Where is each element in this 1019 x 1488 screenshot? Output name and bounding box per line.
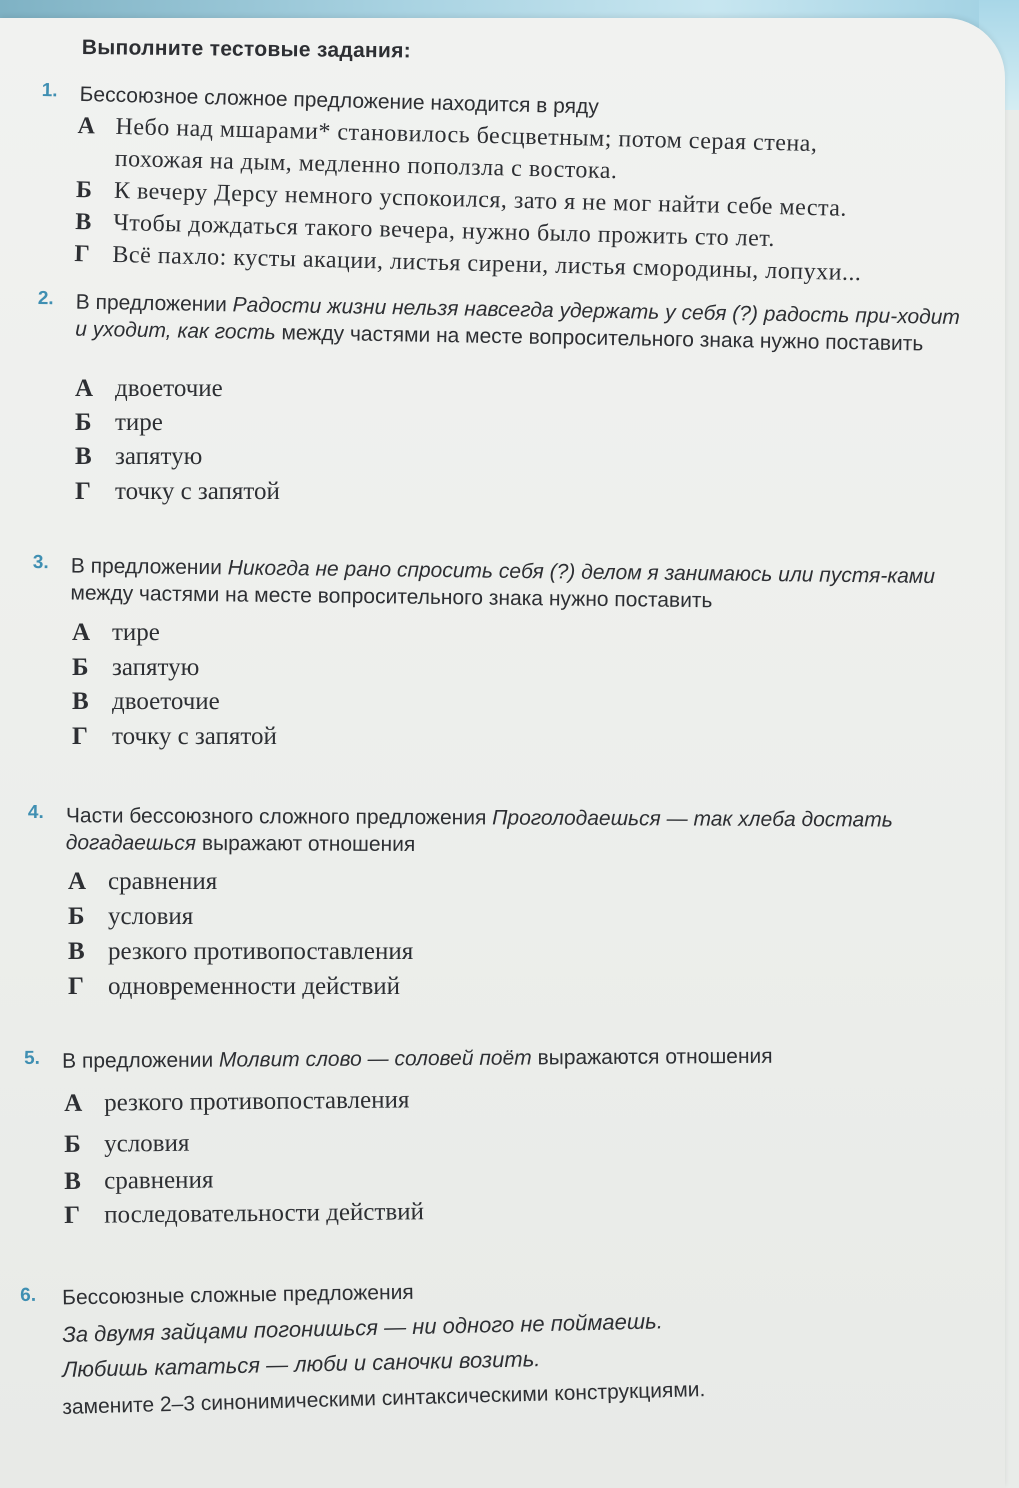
- option-text: точку с запятой: [115, 478, 280, 505]
- question-text-part: между частями на месте вопросительного знака нужно поставить: [275, 321, 924, 356]
- option-text: условия: [108, 903, 194, 930]
- option-a[interactable]: [72, 619, 160, 647]
- option-text: резкого противопоставления: [108, 938, 414, 965]
- option-letter: В: [64, 1167, 81, 1195]
- option-text: тире: [112, 619, 160, 646]
- task-instruction: замените 2–3 синонимическими синтаксическими конструкциями.: [62, 1378, 706, 1419]
- option-c[interactable]: [68, 938, 413, 966]
- option-text: тире: [115, 409, 163, 436]
- option-text: резкого противопоставления: [103, 1086, 410, 1117]
- option-letter: В: [75, 443, 92, 470]
- question-text: Бессоюзное сложное предложение находится в ряду: [79, 82, 600, 119]
- option-letter: Г: [64, 1201, 81, 1229]
- question-number: 2.: [37, 288, 54, 310]
- option-d[interactable]: [72, 723, 277, 751]
- option-text: одновременности действий: [108, 973, 401, 1000]
- quoted-sentence: Радости жизни нельзя навсегда удержать у себя (?) радость при-ходит и уходит, как гость: [75, 293, 961, 345]
- option-letter: В: [68, 938, 85, 965]
- option-text: условия: [103, 1129, 190, 1158]
- option-text: К вечеру Дерсу немного успокоился, зато я не мог найти себе места.: [113, 177, 848, 222]
- option-c[interactable]: [75, 443, 202, 471]
- option-letter: А: [75, 375, 94, 402]
- option-text: запятую: [112, 654, 200, 681]
- option-text: сравнения: [108, 868, 218, 895]
- question-text: [66, 802, 1006, 861]
- option-a[interactable]: [64, 1086, 410, 1118]
- option-b[interactable]: [75, 409, 163, 437]
- option-letter: В: [74, 208, 93, 236]
- option-a[interactable]: [75, 375, 223, 403]
- option-text: похожая на дым, медленно поползла с востока.: [114, 145, 618, 185]
- question-text-part: Части бессоюзного сложного предложения: [65, 804, 493, 830]
- option-letter: А: [77, 112, 96, 140]
- option-letter: Г: [72, 723, 88, 750]
- question-text-part: выражаются отношения: [531, 1044, 773, 1070]
- option-text: сравнения: [103, 1166, 214, 1195]
- proverb-example: Любишь кататься — люби и саночки возить.: [62, 1346, 541, 1382]
- question-text-part: В предложении: [62, 1048, 220, 1073]
- question-text: [70, 552, 991, 617]
- option-text: Чтобы дождаться такого вечера, нужно было прожить сто лет.: [112, 209, 776, 253]
- option-c[interactable]: [64, 1166, 214, 1196]
- option-a[interactable]: [68, 868, 217, 896]
- option-b[interactable]: [68, 903, 193, 931]
- proverb-example: За двумя зайцами погонишься — ни одного не поймаешь.: [62, 1308, 664, 1347]
- option-b[interactable]: [64, 1130, 190, 1159]
- question-text-part: между частями на месте вопросительного знака нужно поставить: [70, 581, 713, 613]
- option-d[interactable]: [64, 1198, 424, 1230]
- question-text-part: выражают отношения: [195, 831, 416, 857]
- option-text: последовательности действий: [103, 1198, 425, 1229]
- option-c[interactable]: [72, 688, 220, 716]
- option-letter: Б: [72, 654, 89, 681]
- option-text: двоеточие: [112, 688, 220, 715]
- option-text: Всё пахло: кусты акации, листья сирени, листья смородины, лопухи...: [112, 241, 862, 287]
- option-letter: А: [68, 868, 87, 895]
- option-d[interactable]: [68, 973, 400, 1001]
- quoted-sentence: Проголодаешься — так хлеба достать догадаешься: [65, 806, 893, 855]
- option-text: запятую: [115, 443, 203, 470]
- quoted-sentence: Никогда не рано спросить себя (?) делом я занимаюсь или пустя-ками: [227, 556, 936, 589]
- option-letter: Б: [68, 903, 85, 930]
- option-letter: А: [72, 619, 91, 646]
- option-letter: Г: [68, 973, 84, 1000]
- option-letter: Б: [75, 176, 93, 204]
- question-text-part: В предложении: [70, 554, 228, 580]
- option-b[interactable]: [72, 654, 199, 682]
- quoted-sentence: Молвит слово — соловей поёт: [218, 1046, 532, 1072]
- page-heading: Выполните тестовые задания:: [81, 36, 412, 63]
- option-letter: Б: [75, 409, 92, 436]
- option-letter: А: [64, 1089, 83, 1117]
- option-letter: Г: [74, 240, 91, 268]
- option-d[interactable]: [75, 478, 280, 506]
- question-text-part: В предложении: [75, 290, 233, 317]
- question-number: 4.: [27, 802, 44, 824]
- question-number: 6.: [20, 1284, 37, 1306]
- option-letter: Г: [75, 478, 91, 505]
- option-letter: Б: [64, 1130, 81, 1158]
- question-text: Бессоюзные сложные предложения: [62, 1280, 414, 1310]
- option-text: двоеточие: [115, 375, 223, 402]
- option-text: Небо над мшарами* становилось бесцветным; потом серая стена,: [115, 113, 818, 158]
- question-number: 5.: [24, 1047, 41, 1069]
- option-letter: В: [72, 688, 89, 715]
- option-text: точку с запятой: [112, 723, 277, 750]
- question-number: 3.: [32, 552, 49, 574]
- question-number: 1.: [41, 80, 58, 102]
